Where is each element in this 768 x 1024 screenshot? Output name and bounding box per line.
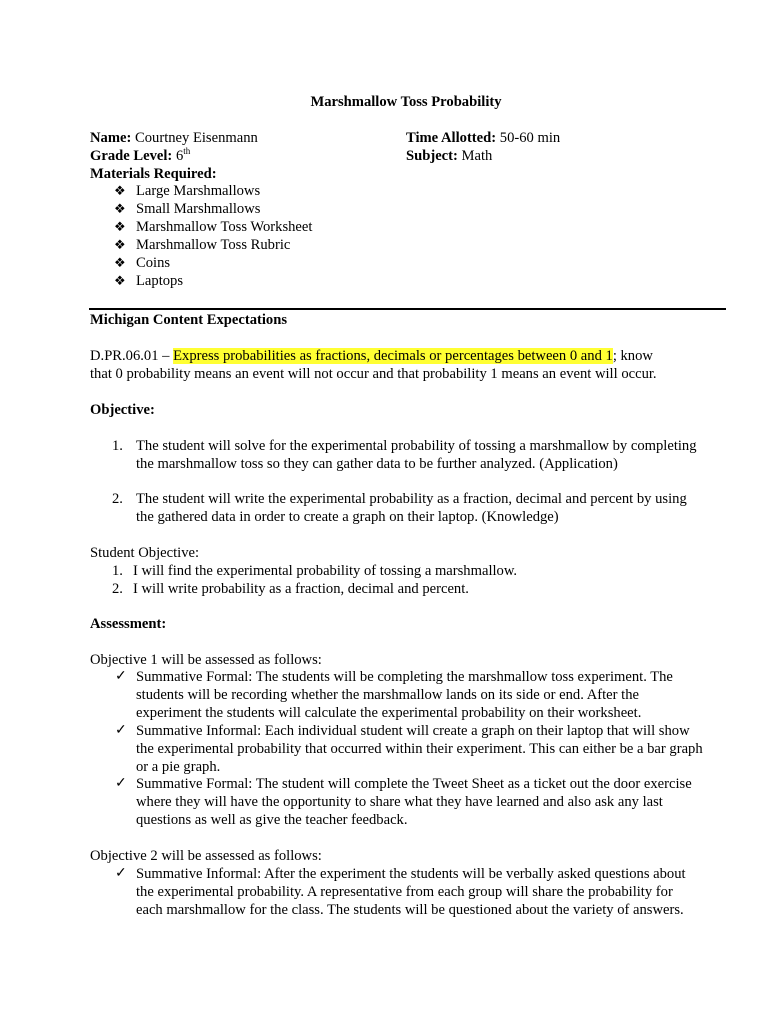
assessment-text-line: Summative Informal: Each individual student will create a graph on their laptop that will show [136, 723, 690, 739]
objective-number: 2. [112, 491, 123, 507]
grade-label: Grade Level: [90, 148, 173, 164]
student-objective-heading: Student Objective: [90, 545, 200, 561]
assessment-text-line: Summative Formal: The student will complete the Tweet Sheet as a ticket out the door exercise [136, 776, 692, 792]
diamond-bullet-icon: ❖ [114, 273, 126, 288]
time-line [406, 129, 560, 147]
expectation-line-2: that 0 probability means an event will not occur and that probability 1 means an event will occur. [90, 366, 657, 382]
objective-number: 1. [112, 438, 123, 454]
diamond-bullet-icon: ❖ [114, 201, 126, 216]
material-label: Laptops [136, 273, 184, 289]
assessment-heading: Assessment: [90, 616, 167, 632]
material-label: Small Marshmallows [136, 201, 261, 217]
material-label: Marshmallow Toss Worksheet [136, 219, 313, 235]
diamond-bullet-icon: ❖ [114, 183, 126, 198]
expectation-continuation: ; know [612, 348, 653, 364]
objective-text-line: The student will write the experimental probability as a fraction, decimal and percent by using [136, 491, 687, 507]
assessment-text-line: questions as well as give the teacher feedback. [136, 812, 408, 828]
diamond-bullet-icon: ❖ [114, 219, 126, 234]
objective-2-assessment-heading: Objective 2 will be assessed as follows: [90, 848, 322, 864]
time-label: Time Allotted: [406, 130, 497, 146]
subject-label: Subject: [406, 148, 458, 164]
document-title: Marshmallow Toss Probability [310, 94, 502, 110]
material-label: Coins [136, 255, 171, 271]
student-objective-number: 2. [112, 581, 123, 597]
subject-line [406, 147, 492, 165]
checkmark-icon: ✓ [115, 669, 127, 684]
name-label: Name: [90, 130, 132, 146]
assessment-text-line: each marshmallow for the class. The students will be questioned about the variety of answers. [136, 902, 684, 918]
name-value: Courtney Eisenmann [135, 130, 258, 146]
assessment-text-line: or a pie graph. [136, 759, 221, 775]
highlighted-expectation: Express probabilities as fractions, decimals or percentages between 0 and 1 [173, 348, 613, 364]
assessment-text-line: Summative Informal: After the experiment the students will be verbally asked questions about [136, 866, 686, 882]
assessment-text-line: students will be recording whether the marshmallow lands on its side or end. After the [136, 687, 639, 703]
objective-text-line: the gathered data in order to create a graph on their laptop. (Knowledge) [136, 509, 559, 525]
grade-superscript: th [183, 146, 191, 156]
expectation-line-1 [90, 347, 653, 365]
checkmark-icon: ✓ [115, 723, 127, 738]
assessment-text-line: the experimental probability. A representative from each group will share the probability for [136, 884, 673, 900]
materials-heading: Materials Required: [90, 166, 217, 182]
assessment-text-line: Summative Formal: The students will be completing the marshmallow toss experiment. The [136, 669, 673, 685]
name-line [90, 129, 258, 147]
subject-value: Math [461, 148, 493, 164]
material-label: Marshmallow Toss Rubric [136, 237, 291, 253]
objective-heading: Objective: [90, 402, 155, 418]
expectation-code: D.PR.06.01 – [90, 348, 170, 364]
student-objective-number: 1. [112, 563, 123, 579]
assessment-text-line: the experimental probability that occurred within their experiment. This can either be a bar graph [136, 741, 703, 757]
student-objective-text: I will find the experimental probability of tossing a marshmallow. [133, 563, 518, 579]
section-divider [89, 308, 726, 310]
checkmark-icon: ✓ [115, 866, 127, 881]
grade-value: 6 [175, 148, 184, 164]
objective-1-assessment-heading: Objective 1 will be assessed as follows: [90, 652, 322, 668]
expectations-heading: Michigan Content Expectations [90, 312, 288, 328]
checkmark-icon: ✓ [115, 776, 127, 791]
time-value: 50-60 min [499, 130, 561, 146]
grade-line [90, 147, 190, 165]
diamond-bullet-icon: ❖ [114, 255, 126, 270]
objective-text-line: the marshmallow toss so they can gather data to be further analyzed. (Application) [136, 456, 618, 472]
objective-text-line: The student will solve for the experimental probability of tossing a marshmallow by completing [136, 438, 697, 454]
material-label: Large Marshmallows [136, 183, 261, 199]
assessment-text-line: experiment the students will calculate the experimental probability on their worksheet. [136, 705, 642, 721]
assessment-text-line: where they will have the opportunity to share what they have learned and also ask any last [136, 794, 663, 810]
student-objective-text: I will write probability as a fraction, decimal and percent. [133, 581, 469, 597]
diamond-bullet-icon: ❖ [114, 237, 126, 252]
